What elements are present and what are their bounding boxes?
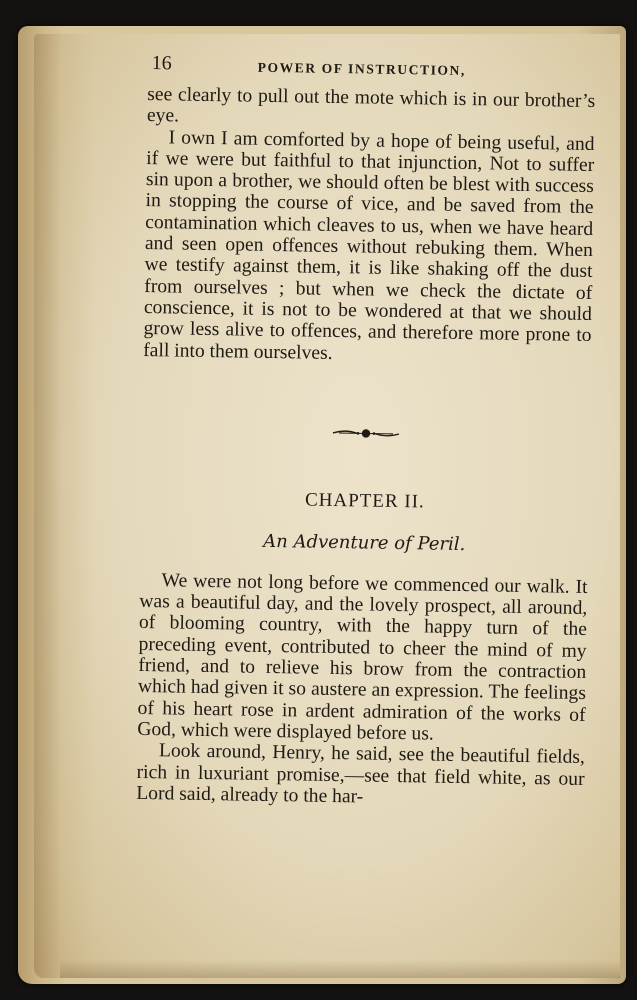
page-header: [147, 48, 596, 91]
chapter-subtitle: An Adventure of Peril.: [263, 530, 466, 555]
paragraph-continuation: see clearly to pull out the mote which is in our brother’s eye.: [146, 83, 596, 127]
running-title: POWER OF INSTRUCTION,: [257, 59, 467, 78]
page-bottom-edge: [60, 960, 620, 978]
page-text-block: [136, 48, 596, 811]
paragraph-comfort: I own I am comforted by a hope of being useful, and if we were but faithful to that injunction, Not to suffer sin upon a brother, we should often be blest with success in stopping the course of vice, and be saved from the contamination which cleaves to us, when we have heard and seen open offences without rebuking them. When we testify against them, it is like shaking off the dust from ourselves ; but when we check the dictate of conscience, it is not to be wondered at that we should grow less alive to offences, and therefore more prone to fall into them ourselves.: [143, 126, 595, 364]
page-gutter-shadow: [34, 34, 94, 978]
chapter-title: CHAPTER II.: [304, 489, 425, 513]
page-number: 16: [151, 52, 172, 75]
flourish-ornament-icon: [331, 426, 401, 441]
paragraph-walk: We were not long before we commenced our walk. It was a beautiful day, and the lovely prospect, all around, of blooming country, with the happy turn of the preceding event, contributed to cheer the mind of my friend, and to relieve his brow from the contraction which had given it so austere an expression. The feelings of his heart rose in ardent admiration of the works of God, which were displayed before us.: [137, 570, 588, 745]
paragraph-look-around: Look around, Henry, he said, see the beautiful fields, rich in luxuriant promise,—see that field white, as our Lord said, already to the har-: [136, 740, 586, 808]
